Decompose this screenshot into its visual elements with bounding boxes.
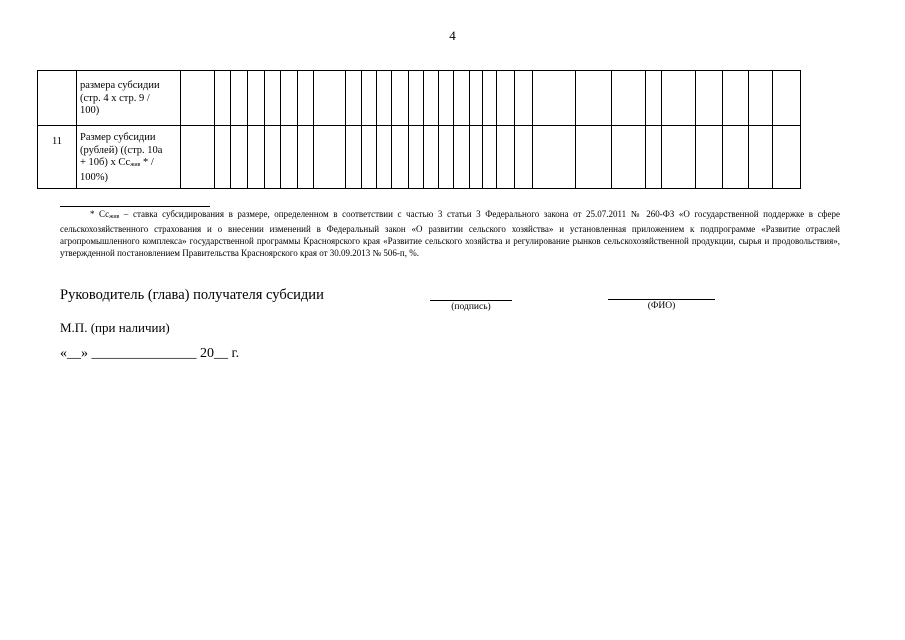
- row-label: [77, 126, 181, 189]
- label-line: * /: [140, 157, 154, 168]
- label-line: размера субсидии: [80, 80, 160, 91]
- signature-caption: (подпись): [451, 302, 491, 312]
- footnote-marker-subscript: жив: [109, 214, 120, 220]
- row-number: 11: [38, 126, 77, 189]
- footnote: [60, 208, 840, 259]
- table-row: [38, 71, 801, 126]
- label-subscript: жив: [130, 162, 141, 168]
- row-label: [77, 71, 181, 126]
- page-number: 4: [449, 28, 456, 43]
- date-line: «__» _______________ 20__ г.: [60, 346, 240, 361]
- footnote-text: – ставка субсидирования в размере, определенном в соответствии с частью 3 статьи 3 Федерального закона от 25.07.2011 № 260-ФЗ «О государственной поддержке в сфере сельскохозяйственного страхования и о внесении изменений в Федеральный закон «О развитии сельского хозяйства» и установленная приложением к подпрограмме «Развитие отраслей агропромышленного комплекса» государственной программы Красноярского края «Развитие сельского хозяйства и регулирование рынков сельскохозяйственной продукции, сырья и продовольствия», утвержденной постановлением Правительства Красноярского края от 30.09.2013 № 506-п, %.: [60, 209, 841, 258]
- label-line: Размер субсидии: [80, 132, 156, 143]
- name-line: [608, 299, 715, 300]
- footnote-marker: * Сс: [90, 209, 110, 219]
- stamp-note: М.П. (при наличии): [60, 320, 170, 335]
- row-number: [38, 71, 77, 126]
- label-line: (стр. 4 х стр. 9 /: [80, 92, 150, 104]
- subsidy-table: [37, 70, 801, 189]
- label-line: + 10б) х Сс: [80, 157, 131, 168]
- footnote-divider: [60, 206, 210, 207]
- label-line: (рублей) ((стр. 10а: [80, 144, 163, 156]
- label-line: 100): [80, 105, 100, 116]
- name-caption: (ФИО): [647, 301, 676, 311]
- label-line: 100%): [80, 171, 108, 183]
- signature-line: [430, 300, 512, 301]
- table-row: [38, 126, 801, 189]
- signer-role: Руководитель (глава) получателя субсидии: [60, 287, 324, 303]
